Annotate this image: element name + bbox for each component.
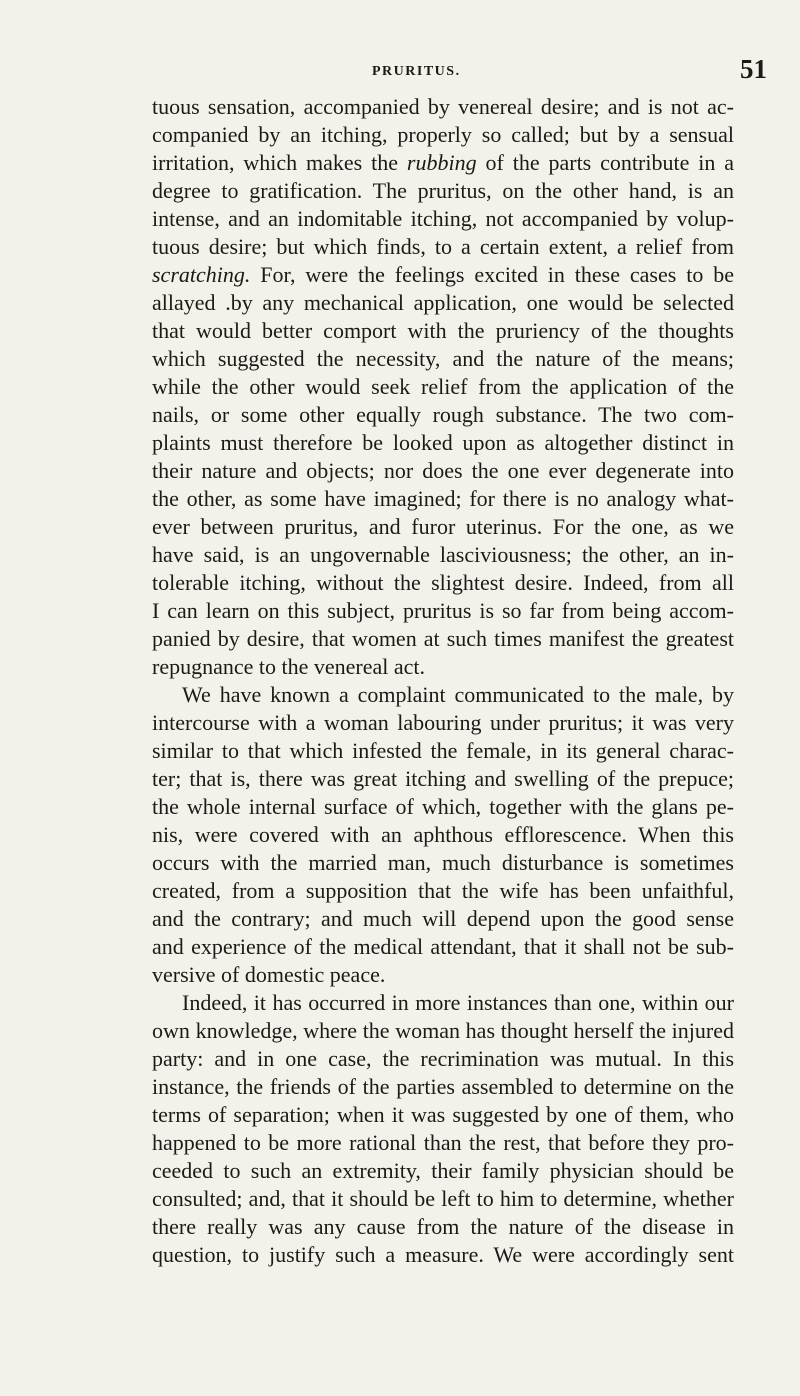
text-line: happened to be more rational than the rest, that before they pro- — [152, 1130, 734, 1155]
text-line: question, to justify such a measure. We were accordingly sent — [152, 1242, 734, 1267]
text-line: and the contrary; and much will depend upon the good sense — [152, 906, 734, 931]
text-line — [152, 261, 734, 289]
text-line: degree to gratification. The pruritus, on the other hand, is an — [152, 178, 734, 203]
text-line: tuous sensation, accompanied by venereal desire; and is not ac- — [152, 94, 734, 119]
text-line: tuous desire; but which finds, to a certain extent, a relief from — [152, 234, 734, 259]
text-line: there really was any cause from the nature of the disease in — [152, 1214, 734, 1239]
text-line: have said, is an ungovernable lasciviousness; the other, an in- — [152, 542, 734, 567]
text-line: Indeed, it has occurred in more instances than one, within our — [182, 990, 734, 1015]
text-line: consulted; and, that it should be left to him to determine, whether — [152, 1186, 734, 1211]
text-fragment: of the parts contribute in a — [476, 150, 734, 175]
text-line: instance, the friends of the parties assembled to determine on the — [152, 1074, 734, 1099]
text-line: intercourse with a woman labouring under pruritus; it was very — [152, 710, 734, 735]
text-line: party: and in one case, the recrimination was mutual. In this — [152, 1046, 734, 1071]
running-head — [0, 50, 800, 90]
text-line: ter; that is, there was great itching and swelling of the prepuce; — [152, 766, 734, 791]
text-line: that would better comport with the pruriency of the thoughts — [152, 318, 734, 343]
text-line: created, from a supposition that the wife has been unfaithful, — [152, 878, 734, 903]
text-line: occurs with the married man, much disturbance is sometimes — [152, 850, 734, 875]
text-line: the other, as some have imagined; for there is no analogy what- — [152, 486, 734, 511]
text-line: nails, or some other equally rough substance. The two com- — [152, 402, 734, 427]
text-line: terms of separation; when it was suggested by one of them, who — [152, 1102, 734, 1127]
text-line: plaints must therefore be looked upon as altogether distinct in — [152, 430, 734, 455]
italic-word: scratching. — [152, 262, 251, 287]
text-fragment: For, were the feelings excited in these cases to be — [250, 262, 734, 287]
text-line: versive of domestic peace. — [152, 962, 386, 987]
italic-word: rubbing — [406, 150, 477, 175]
text-line: which suggested the necessity, and the nature of the means; — [152, 346, 734, 371]
running-title: PRURITUS. — [372, 64, 461, 79]
text-line: intense, and an indomitable itching, not accompanied by volup- — [152, 206, 734, 231]
text-line: panied by desire, that women at such times manifest the greatest — [152, 626, 734, 651]
text-line: I can learn on this subject, pruritus is so far from being accom- — [152, 598, 734, 623]
text-line: ceeded to such an extremity, their family physician should be — [152, 1158, 734, 1183]
text-line: allayed .by any mechanical application, one would be selected — [152, 290, 734, 315]
page-number: 51 — [740, 54, 767, 84]
text-line: nis, were covered with an aphthous efflorescence. When this — [152, 822, 734, 847]
text-line: the whole internal surface of which, together with the glans pe- — [152, 794, 734, 819]
text-line: companied by an itching, properly so called; but by a sensual — [152, 122, 734, 147]
text-line: their nature and objects; nor does the one ever degenerate into — [152, 458, 734, 483]
text-line: and experience of the medical attendant, that it shall not be sub- — [152, 934, 734, 959]
text-fragment: irritation, which makes the — [152, 150, 407, 175]
text-line: own knowledge, where the woman has thought herself the injured — [152, 1018, 734, 1043]
text-line — [152, 149, 734, 177]
text-line: similar to that which infested the female, in its general charac- — [152, 738, 734, 763]
text-line: while the other would seek relief from the application of the — [152, 374, 734, 399]
text-line: tolerable itching, without the slightest desire. Indeed, from all — [152, 570, 734, 595]
body-text — [152, 93, 734, 1269]
text-line: ever between pruritus, and furor uterinus. For the one, as we — [152, 514, 734, 539]
text-line: We have known a complaint communicated to the male, by — [182, 682, 734, 707]
text-line: repugnance to the venereal act. — [152, 654, 426, 679]
